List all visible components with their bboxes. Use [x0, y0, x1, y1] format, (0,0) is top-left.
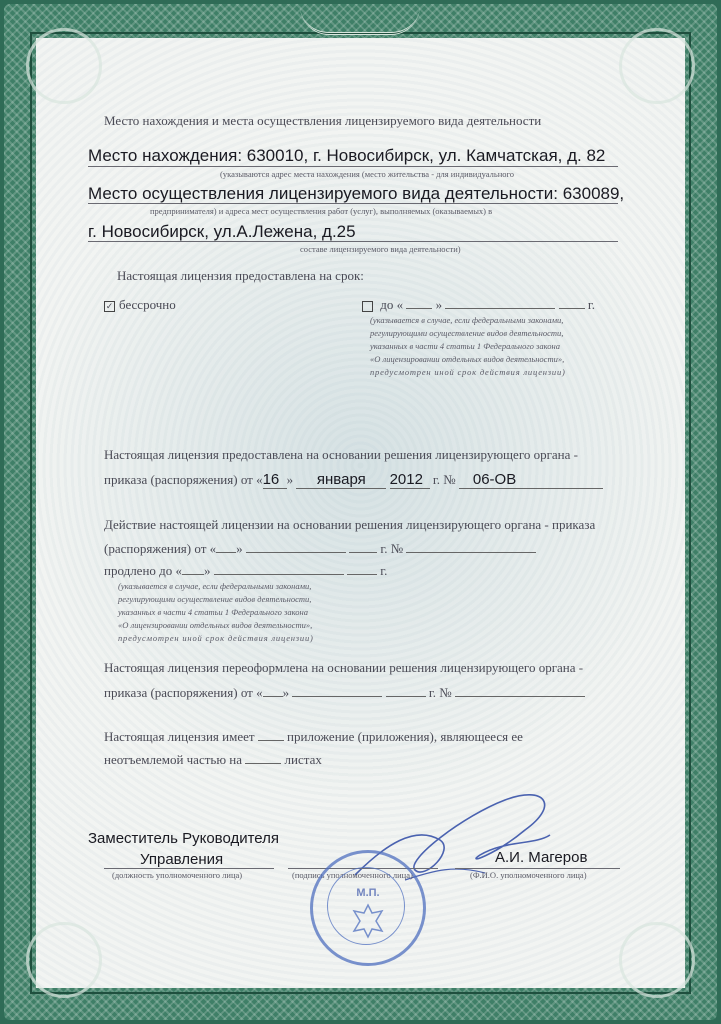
position-line — [104, 868, 274, 869]
term-until-option[interactable] — [362, 297, 595, 313]
appendix-text-b: приложение (приложения), являющееся ее — [287, 729, 523, 744]
extended-until-prefix: продлено до « — [104, 563, 183, 578]
extended-year-suffix: г. — [380, 563, 388, 578]
reissue-heading: Настоящая лицензия переоформлена на основании решения лицензирующего органа - — [104, 660, 584, 675]
note-3: составе лицензируемого вида деятельности) — [300, 244, 461, 254]
checked-checkbox-icon: ✓ — [105, 300, 114, 311]
eagle-emblem-icon — [348, 901, 388, 941]
term-until-prefix: до « — [380, 297, 404, 312]
basis-heading: Настоящая лицензия предоставлена на основании решения лицензирующего органа - — [104, 447, 578, 462]
extension-year-suffix: г. № — [380, 541, 404, 556]
extended-until: продлено до « » г. — [104, 563, 388, 578]
term-note: (указывается в случае, если федеральными законами, регулирующими осуществление видов деятельности, указанных в части 4 статьи 1 Федерального закона «О лицензировании отдельных видов деятельности», предусмотрен иной срок действия лицензии) — [370, 315, 566, 377]
extension-heading: Действие настоящей лицензии на основании решения лицензирующего органа - приказа — [104, 517, 596, 532]
term-heading: Настоящая лицензия предоставлена на срок: — [117, 268, 364, 283]
signer-title-2: Управления — [140, 851, 224, 868]
appendix-text-c: неотъемлемой частью на — [104, 752, 243, 767]
term-indefinite-label: бессрочно — [119, 297, 176, 312]
basis-order-prefix: приказа (распоряжения) от « — [104, 472, 263, 487]
corner-ornament — [26, 922, 102, 998]
empty-checkbox-icon — [362, 301, 373, 312]
appendix-line-1 — [104, 729, 523, 745]
caption-name: (Ф.И.О. уполномоченного лица) — [470, 870, 587, 880]
underline — [88, 241, 618, 242]
reissue-year-suffix: г. № — [428, 685, 452, 700]
reissue-order: приказа (распоряжения) от « » г. № — [104, 685, 585, 701]
extension-order: (распоряжения) от « » г. № — [104, 541, 536, 557]
name-line — [455, 868, 620, 869]
basis-year-suffix: г. № — [432, 472, 456, 487]
basis-year: 2012 — [390, 471, 430, 489]
term-until-year: г. — [587, 297, 595, 312]
basis-day: 16 — [263, 471, 287, 489]
stamp-text: М.П. — [356, 887, 380, 899]
top-ornament — [300, 6, 420, 35]
signer-name: А.И. Магеров — [495, 849, 588, 866]
corner-ornament — [619, 28, 695, 104]
term-indefinite-option[interactable] — [104, 297, 176, 313]
corner-ornament — [619, 922, 695, 998]
appendix-line-2 — [104, 752, 322, 768]
appendix-text-d: листах — [284, 752, 322, 767]
term-until-mid: » — [435, 297, 443, 312]
location-heading: Место нахождения и места осуществления лицензируемого вида деятельности — [104, 113, 542, 128]
reissue-order-prefix: приказа (распоряжения) от « — [104, 685, 263, 700]
note-1: (указываются адрес места нахождения (место жительства - для индивидуального — [220, 169, 515, 179]
signer-title-1: Заместитель Руководителя — [88, 830, 280, 847]
appendix-text-a: Настоящая лицензия имеет — [104, 729, 255, 744]
caption-signature: (подпись уполномоченного лица) — [292, 870, 413, 880]
underline — [88, 166, 618, 167]
city-line: г. Новосибирск, ул.А.Лежена, д.25 — [88, 222, 356, 241]
corner-ornament — [26, 28, 102, 104]
basis-month: января — [296, 471, 386, 489]
note-2: предпринимателя) и адреса мест осуществления работ (услуг), выполняемых (оказываемых) в — [150, 206, 493, 216]
basis-number: 06-ОВ — [459, 471, 603, 489]
caption-position: (должность уполномоченного лица) — [112, 870, 243, 880]
basis-order: приказа (распоряжения) от «16 » января 2012 г. № 06-ОВ — [104, 471, 603, 489]
location-line: Место нахождения: 630010, г. Новосибирск, ул. Камчатская, д. 82 — [88, 146, 606, 165]
extension-note: (указывается в случае, если федеральными законами, регулирующими осуществление видов деятельности, указанных в части 4 статьи 1 Федерального закона «О лицензировании отдельных видов деятельности», предусмотрен иной срок действия лицензии) — [118, 581, 314, 643]
underline — [88, 203, 618, 204]
activity-line: Место осуществления лицензируемого вида деятельности: 630089, — [88, 184, 625, 203]
extension-order-prefix: (распоряжения) от « — [104, 541, 217, 556]
official-stamp — [310, 850, 426, 966]
